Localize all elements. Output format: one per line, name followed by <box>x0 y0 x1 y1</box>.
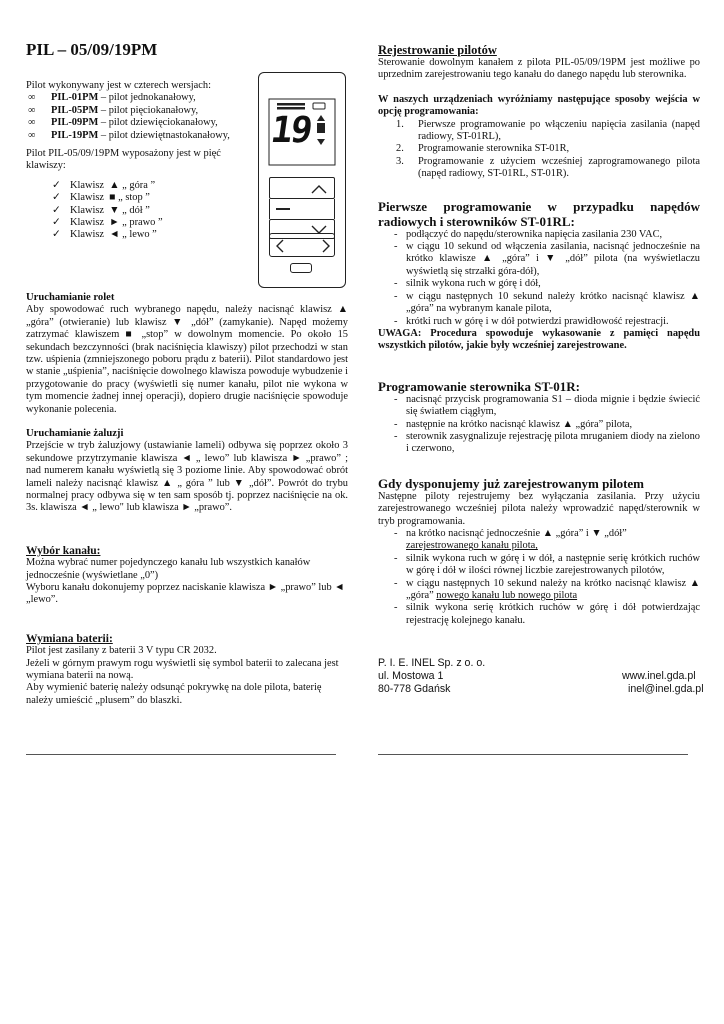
level-bars-icon <box>277 103 305 110</box>
list-item: ✓ Klawisz ► „ prawo ” <box>48 217 348 229</box>
st01r-title: Programowanie sterownika ST-01R: <box>378 378 580 394</box>
company-website[interactable]: www.inel.gda.pl <box>622 670 696 683</box>
registered-steps-list <box>378 528 700 627</box>
chevron-left-icon <box>277 240 283 252</box>
left-divider <box>26 754 336 755</box>
battery-line: Pilot jest zasilany z baterii 3 V typu CR 2032. <box>26 645 217 657</box>
list-item: 3. Programowanie z użyciem wcześniej zaprogramowanego pilota (napęd radiowy, ST-01RL, ST-01R). <box>396 155 700 180</box>
channel-text-2: Wyboru kanału dokonujemy poprzez naciskanie klawisza ► „prawo” lub ◄ „lewo”. <box>26 582 345 606</box>
registered-remote-text: Następne piloty rejestrujemy bez wyłączania zasilania. Przy użyciu zarejestrowanego wcześniej pilota należy wprowadzić napęd/sterownik w tryb programowania. <box>378 490 700 527</box>
list-item: ∞ PIL-09PM – pilot dziewięciokanałowy, <box>26 117 348 129</box>
chevron-up-icon <box>270 178 336 200</box>
roller-text: Aby spowodować ruch wybranego napędu, należy nacisnąć klawisz ▲ „góra” (otwieranie) lub klawisz ▼ „dół” (zamykanie). Napęd możemy zatrzymać klawiszem ■ „stop” w dowolnym momencie. Po około 15 sekundach bezczynności (brak naciśnięcia klawiszy) pilot przechodzi w stan tzw. uśpienia (zmniejszonego poboru prądu z baterii). Pilot standardowo jest w stanie „uśpienia”, naciśnięcie dowolnego klawisza powoduje wybudzenie i przygotowanie do pracy (wyświetli się numer kanału, pilot nie wykona w tym momencie żadnej innej operacji), dopiero drugie naciśnięcie spowoduje wykonanie polecenia. <box>26 304 348 415</box>
list-item: ✓ Klawisz ■ „ stop ” <box>48 192 348 204</box>
list-item: - nacisnąć przycisk programowania S1 – dioda mignie i będzie świecić się światłem ciągłym, <box>378 394 700 419</box>
company-footer <box>378 657 704 696</box>
registration-text: Sterowanie dowolnym kanałem z pilota PIL-05/09/19PM jest możliwe po uprzednim zarejestrowaniu tego kanału do danego napędu lub sterownika. <box>378 57 700 81</box>
company-email[interactable]: inel@inel.gda.pl <box>628 683 704 696</box>
methods-list <box>378 119 700 181</box>
list-item: - podłączyć do napędu/sterownika napięcia zasilania 230 VAC, <box>378 229 700 241</box>
right-column <box>378 43 704 696</box>
battery-icon <box>313 103 325 109</box>
left-right-buttons <box>269 233 335 257</box>
list-item: ∞ PIL-05PM – pilot pięciokanałowy, <box>26 105 348 117</box>
warning-text: UWAGA: Procedura spowoduje wykasowanie z pamięci napędu wszystkich pilotów, jakie były wcześniej zarejestrowane. <box>378 327 700 352</box>
st01r-steps-list <box>378 394 700 456</box>
channel-text-1: Można wybrać numer pojedynczego kanału lub wszystkich kanałów jednocześnie (wyświetlane „0”) <box>26 557 311 581</box>
up-button[interactable] <box>269 177 335 199</box>
list-item: ✓ Klawisz ▲ „ góra ” <box>48 180 348 192</box>
list-item: - silnik wykona ruch w górę i dół, <box>378 278 700 290</box>
battery-line: Aby wymienić baterię należy odsunąć pokrywkę na dole pilota, baterię należy umieścić „plusem” do blaszki. <box>26 682 322 706</box>
display-digits: 19 <box>268 110 314 151</box>
first-steps-list <box>378 229 700 328</box>
list-item: 1. Pierwsze programowanie po włączeniu napięcia zasilania (napęd radiowy, ST-01RL), <box>396 118 700 143</box>
right-divider <box>378 754 688 755</box>
keys-intro: Pilot PIL-05/09/19PM wyposażony jest w pięć klawiszy: <box>26 148 221 172</box>
roller-title: Uruchamianie rolet <box>26 291 115 303</box>
stop-icon <box>276 208 290 210</box>
list-item: ∞ PIL-01PM – pilot jednokanałowy, <box>26 92 348 104</box>
methods-intro: W naszych urządzeniach wyróżniamy następujące sposoby wejścia w opcję programowania: <box>378 93 700 118</box>
list-item: - na krótko nacisnąć jednocześnie ▲ „góra” i ▼ „dół” zarejestrowanego kanału pilota, <box>378 528 700 553</box>
list-item: ✓ Klawisz ▼ „ dół ” <box>48 205 348 217</box>
list-item: - w ciągu następnych 10 sekund należy krótko nacisnąć klawisz ▲ „góra” na wybranym kanale pilota, <box>378 291 700 316</box>
list-item: - sterownik zasygnalizuje rejestrację pilota mruganiem diody na zielono i czerwono, <box>378 431 700 456</box>
channel-title: Wybór kanału: <box>26 544 101 557</box>
blinds-text: Przejście w tryb żaluzjowy (ustawianie lameli) odbywa się poprzez około 3 sekundowe przytrzymanie klawisza ◄ „ lewo” lub klawisza ► „prawo” ; nad numerem kanału wyświetlą się 3 poziome linie. Aby spowodować obrót lameli należy nacisnąć klawisz ▲ „ góra ” lub ▼ „dół”. Powrót do trybu normalnej pracy odbywa się w ten sam sposób tj. poprzez naciśnięcie na ok. 3s. klawisza ◄ „ lewo" lub klawisza ► „prawo”. <box>26 440 348 514</box>
company-city: 80-778 Gdańsk <box>378 683 451 696</box>
list-item: ∞ PIL-19PM – pilot dziewiętnastokanałowy, <box>26 130 348 142</box>
company-street: ul. Mostowa 1 <box>378 670 444 683</box>
list-item: - w ciągu 10 sekund od włączenia zasilania, nacisnąć jednocześnie na krótko klawisze ▲ „góra” i ▼ „dół” pilota (na wyświetlaczu wyświetlą się strzałki góra-dół), <box>378 241 700 278</box>
list-item: - silnik wykona serię krótkich ruchów w górę i dół potwierdzając rejestrację kolejnego kanału. <box>378 602 700 627</box>
battery-cover[interactable] <box>290 263 312 273</box>
stop-button[interactable] <box>269 199 335 219</box>
first-programming-title: Pierwsze programowanie w przypadku napędów radiowych i sterowników ST-01RL: <box>378 198 700 229</box>
battery-title: Wymiana baterii: <box>26 632 113 645</box>
list-item: - krótki ruch w górę i w dół potwierdzi prawidłowość rejestracji. <box>378 316 700 328</box>
list-item: ✓ Klawisz ◄ „ lewo ” <box>48 229 348 241</box>
document-title: PIL – 05/09/19PM <box>26 40 158 59</box>
company-name: P. I. E. INEL Sp. z o. o. <box>378 657 486 670</box>
blinds-title: Uruchamianie żaluzji <box>26 427 124 439</box>
registration-title: Rejestrowanie pilotów <box>378 43 497 57</box>
chevron-right-icon <box>323 240 329 252</box>
list-item: - silnik wykona ruch w górę i w dół, a następnie serię krótkich ruchów w górę i dół w ilości równej liczbie zarejestrowanych pilotów, <box>378 553 700 578</box>
remote-illustration <box>258 72 346 288</box>
registered-remote-title: Gdy dysponujemy już zarejestrowanym pilotem <box>378 475 645 491</box>
list-item: - w ciągu następnych 10 sekund należy na krótko nacisnąć klawisz ▲ „góra” nowego kanału lub nowego pilota <box>378 578 700 603</box>
list-item: 2. Programowanie sterownika ST-01R, <box>396 143 570 155</box>
battery-line: Jeżeli w górnym prawym rogu wyświetli się symbol baterii to zalecana jest wymiana baterii na nową. <box>26 657 339 682</box>
versions-intro: Pilot wykonywany jest w czterech wersjach: <box>26 80 211 91</box>
list-item: - następnie na krótko nacisnąć klawisz ▲ „góra” pilota, <box>378 419 700 431</box>
arrows-indicator-icon <box>317 115 325 145</box>
